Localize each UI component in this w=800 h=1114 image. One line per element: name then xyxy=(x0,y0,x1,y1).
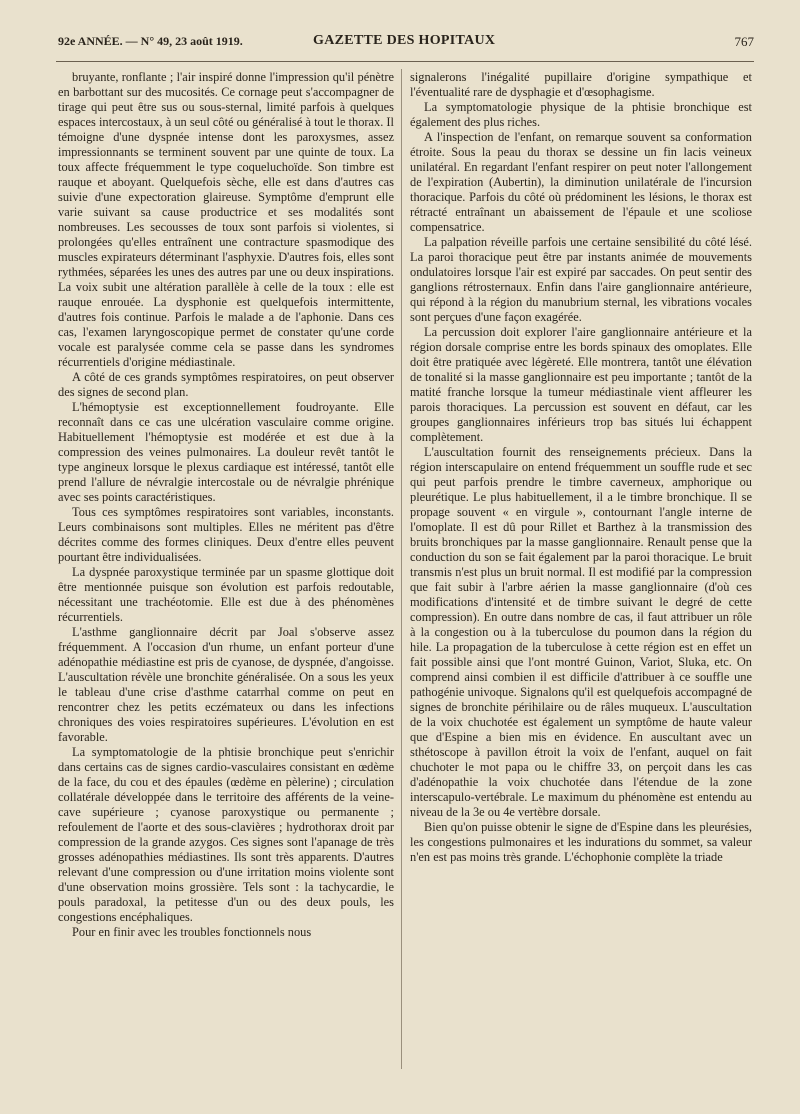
left-column xyxy=(58,70,394,940)
paragraph: L'auscultation fournit des renseignements précieux. Dans la région interscapulaire on entend fréquemment un souffle rude et sec qui peut parfois prendre le timbre caverneux, amphorique ou pleurétique. Le plus habituellement, il a le timbre bronchique. Il se propage souvent « en virgule », contournant l'angle interne de l'omoplate. Il est dû pour Rillet et Barthez à la transmission des bruits bronchiques par la masse ganglionnaire. Renault pense que la conduction du son se fait également par la paroi thoracique. Le bruit transmis n'est plus un bruit normal. Il est modifié par la compression que fait subir à l'arbre aérien la masse ganglionnaire (d'où ces modifications d'intensité et de timbre suivant le degré de cette compression). En outre dans nombre de cas, il faut attribuer un rôle à la congestion ou à la tuberculose du poumon dans la région du hile. La propagation de la tuberculose à cette région est en effet un fait possible ainsi que l'ont montré Guinon, Variot, Sluka, etc. On comprend ainsi combien il est difficile d'attribuer à ce souffle une pathogénie univoque. Signalons qu'il est quelquefois accompagné de signes de bronchite périhilaire ou de râles muqueux. L'auscultation de la voix chuchotée est également un symptôme de haute valeur que d'Espine a bien mis en évidence. En auscultant avec un sthétoscope à pavillon étroit la voix de l'enfant, auquel on fait chuchoter le mot papa ou le chiffre 33, on perçoit dans les cas d'adénopathie la voix chuchotée dans l'étendue de la zone interscapulo-vertébrale. Le maximum du phénomène est entendu au niveau de la 3e ou 4e vertèbre dorsale. xyxy=(410,445,752,819)
column-divider xyxy=(401,69,402,1069)
paragraph: Pour en finir avec les troubles fonctionnels nous xyxy=(72,925,312,939)
paragraph: La palpation réveille parfois une certaine sensibilité du côté lésé. La paroi thoracique peut être par instants animée de mouvements ondulatoires lorsque l'air est expiré par saccades. On peut sentir des ganglions rétrosternaux. Enfin dans l'aire ganglionnaire antérieure, qui répond à la région du manubrium sternal, les vibrations vocales sont perçues d'une façon exagérée. xyxy=(410,235,752,324)
paragraph: L'asthme ganglionnaire décrit par Joal s'observe assez fréquemment. A l'occasion d'un rhume, un enfant porteur d'une adénopathie médiastine est pris de cyanose, de dyspnée, d'angoisse. L'auscultation révèle une bronchite généralisée. On a sous les yeux le tableau d'une crise d'asthme catarrhal comme on peut en rencontrer chez les petits eczémateux ou dans les infections chroniques des voies respiratoires supérieures. L'évolution en est favorable. xyxy=(58,625,394,744)
page-number: 767 xyxy=(734,34,754,49)
paragraph: Tous ces symptômes respiratoires sont variables, inconstants. Leurs combinaisons sont multiples. Elles ne méritent pas d'être décrites comme des formes cliniques. Deux d'entre elles peuvent pourtant être individualisées. xyxy=(58,505,394,564)
page-header xyxy=(58,30,758,52)
paragraph: A l'inspection de l'enfant, on remarque souvent sa conformation étroite. Sous la peau du thorax se dessine un fin lacis veineux unilatéral. En regardant l'enfant respirer on peut noter l'allongement de l'expiration (Aubertin), la diminution unilatérale de l'incursion thoracique. Parfois du côté où prédominent les lésions, le thorax est rétracté entraînant un abaissement de l'épaule et une scoliose compensatrice. xyxy=(410,130,752,234)
journal-title: GAZETTE DES HOPITAUX xyxy=(313,33,496,48)
paragraph: La percussion doit explorer l'aire ganglionnaire antérieure et la région dorsale comprise entre les bords spinaux des omoplates. Elle doit être pratiquée avec légèreté. Elle montrera, tantôt une élévation de tonalité si la masse ganglionnaire est peu importante ; tantôt de la matité franche lorsque la tumeur médiastinale vient affleurer les parois thoraciques. La percussion est souvent en défaut, car les groupes ganglionnaires inférieurs trop bas situés lui échappent complètement. xyxy=(410,325,752,444)
paragraph: bruyante, ronflante ; l'air inspiré donne l'impression qu'il pénètre en barbottant sur des mucosités. Ce cornage peut s'accompagner de tirage qui peut être sus ou sous-sternal, limité parfois à quelques espaces intercostaux, à un seul côté ou généralisé à tout le thorax. Il témoigne d'une dyspnée intense dont les paroxysmes, assez impressionnants se terminent souvent par une quinte de toux. La toux affecte fréquemment le type coqueluchoïde. Son timbre est rauque et aboyant. Quelquefois sèche, elle est dans d'autres cas suivie d'une expectoration glaireuse. Symptôme d'emprunt elle varie suivant sa cause productrice et ses modalités sont nombreuses. Les secousses de toux sont parfois si violentes, si prolongées qu'elles entraînent une contracture spasmodique des muscles expirateurs déterminant l'asphyxie. D'autres fois, elles sont rythmées, séparées les unes des autres par une ou deux inspirations. La voix subit une altération parallèle à celle de la toux : elle est rauque enrouée. La dysphonie est quelquefois intermittente, d'autres fois continue. Parfois le malade a de l'aphonie. Dans ces cas, l'examen laryngoscopique permet de constater qu'une corde vocale est paralysée comme cela se passe dans les syndromes récurrentiels d'origine médiastinale. xyxy=(58,70,394,369)
paragraph: signalerons l'inégalité pupillaire d'origine sympathique et l'éventualité rare de dysphagie et d'œsophagisme. xyxy=(410,70,752,99)
paragraph: La dyspnée paroxystique terminée par un spasme glottique doit être mentionnée puisque son évolution est parfois redoutable, nécessitant une trachéotomie. Elle est due à des phénomènes récurrentiels. xyxy=(58,565,394,624)
right-column xyxy=(410,70,752,865)
issue-info: 92e ANNÉE. — N° 49, 23 août 1919. xyxy=(58,34,243,48)
paragraph: La symptomatologie physique de la phtisie bronchique est également des plus riches. xyxy=(410,100,752,129)
header-rule xyxy=(56,61,754,62)
paragraph: Bien qu'on puisse obtenir le signe de d'Espine dans les pleurésies, les congestions pulmonaires et les indurations du sommet, sa valeur n'en est pas moins très grande. L'échophonie complète la triade xyxy=(410,820,752,864)
paragraph: La symptomatologie de la phtisie bronchique peut s'enrichir dans certains cas de signes cardio-vasculaires consistant en œdème de la face, du cou et des épaules (œdème en pèlerine) ; circulation collatérale développée dans le territoire des afférents de la veine-cave supérieure ; cyanose paroxystique ou permanente ; refoulement de l'aorte et des sous-clavières ; hydrothorax droit par compression de la grande azygos. Ces signes sont l'apanage de très grosses adénopathies médiastines. Ils sont très apparents. D'autres relevant d'une compression ou d'une irritation moins violente sont d'une observation moins grossière. Tels sont : la tachycardie, le pouls paradoxal, la petitesse d'un ou des deux pouls, les congestions encéphaliques. xyxy=(58,745,394,924)
paragraph: A côté de ces grands symptômes respiratoires, on peut observer des signes de second plan. xyxy=(58,370,394,399)
paragraph: L'hémoptysie est exceptionnellement foudroyante. Elle reconnaît dans ce cas une ulcération vasculaire comme origine. Habituellement l'hémoptysie est modérée et est due à la compression des veines pulmonaires. La douleur revêt tantôt le type angineux lorsque le plexus cardiaque est intéressé, tantôt elle prend l'allure de névralgie intercostale ou de névralgie phrénique avec ses points caractéristiques. xyxy=(58,400,394,504)
